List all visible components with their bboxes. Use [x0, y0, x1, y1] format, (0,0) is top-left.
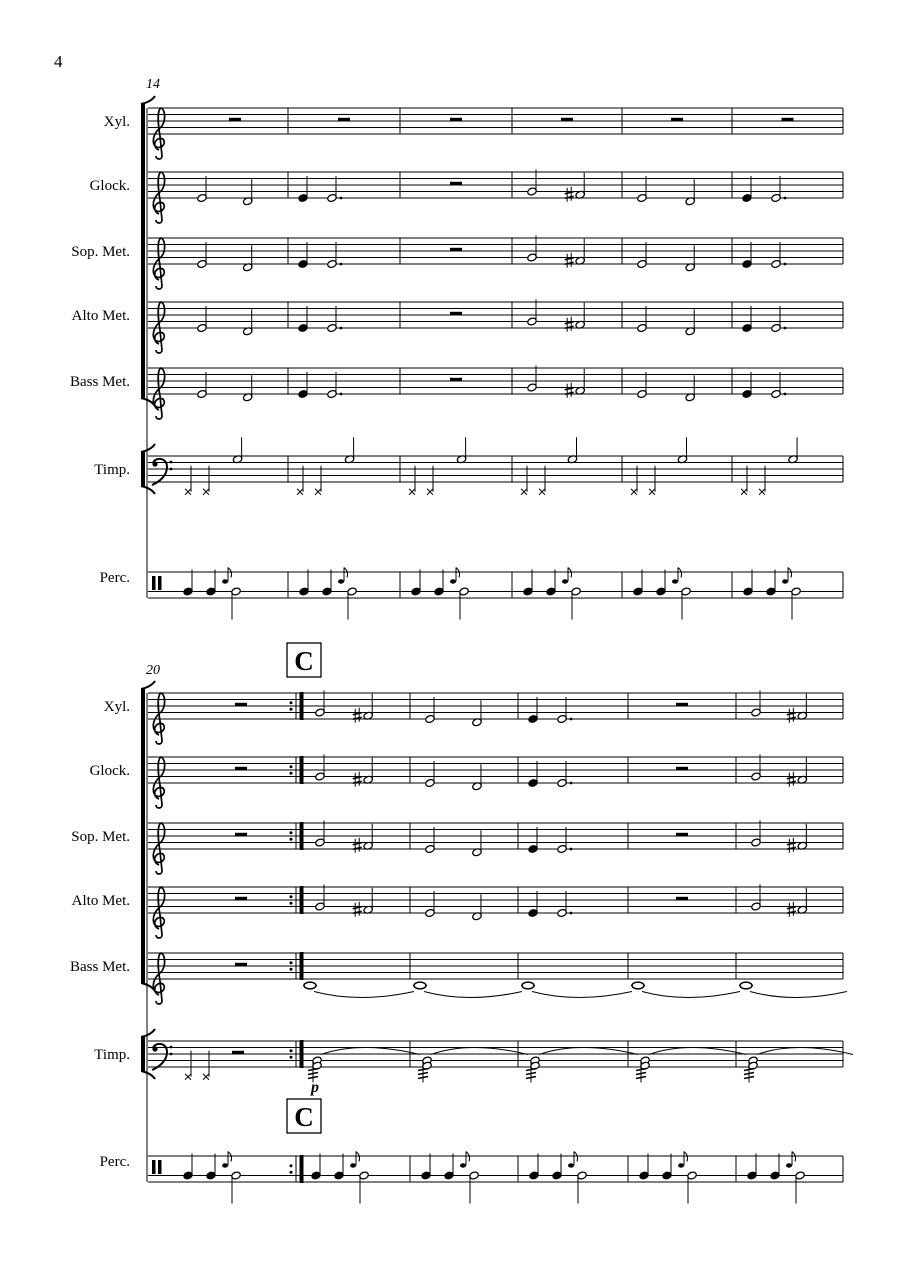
sharp-icon	[787, 902, 796, 917]
dot	[784, 197, 787, 200]
staff	[148, 757, 843, 783]
sharp-icon	[787, 708, 796, 723]
tremolo-stroke	[636, 1069, 646, 1071]
dot	[340, 197, 343, 200]
sharp-icon	[353, 772, 362, 787]
rest-icon	[671, 118, 683, 121]
whole-note	[522, 982, 534, 989]
dot	[570, 718, 573, 721]
whole-note	[414, 982, 426, 989]
tie	[321, 1048, 420, 1055]
treble-clef-icon	[153, 302, 164, 353]
treble-clef-icon	[153, 368, 164, 419]
grace-note	[350, 1163, 356, 1167]
x-notehead	[521, 489, 527, 495]
sharp-icon	[353, 838, 362, 853]
tie	[539, 1048, 638, 1055]
staff	[148, 302, 843, 328]
grace-note	[562, 579, 568, 583]
bass-clef-dot	[170, 461, 173, 464]
tremolo-stroke	[418, 1077, 428, 1079]
repeat-barline	[300, 886, 304, 914]
bass-clef-dot	[170, 1053, 173, 1056]
grace-flag	[466, 1152, 470, 1162]
treble-clef-icon	[153, 953, 164, 1004]
dot	[340, 393, 343, 396]
treble-clef-icon	[153, 108, 164, 159]
grace-note	[786, 1163, 792, 1167]
rest-icon	[235, 963, 247, 966]
dot	[570, 782, 573, 785]
dot	[340, 327, 343, 330]
rest-icon	[235, 767, 247, 770]
grace-note	[338, 579, 344, 583]
staff	[148, 823, 843, 849]
measure-number: 20	[146, 663, 160, 678]
bass-clef-dot	[170, 1046, 173, 1049]
system-bracket	[141, 1037, 145, 1071]
grace-flag	[456, 568, 460, 578]
tremolo-stroke	[418, 1069, 428, 1071]
bracket-hook	[141, 1071, 155, 1079]
grace-flag	[344, 568, 348, 578]
x-notehead	[315, 489, 321, 495]
bass-clef-dot	[152, 1046, 157, 1051]
instrument-label: Bass Met.	[70, 374, 130, 390]
repeat-dot	[290, 1056, 293, 1059]
instrument-label: Perc.	[99, 1154, 130, 1170]
grace-flag	[792, 1152, 796, 1162]
tie	[642, 992, 740, 998]
repeat-dot	[290, 1164, 293, 1167]
grace-flag	[788, 568, 792, 578]
x-notehead	[185, 1074, 191, 1080]
repeat-dot	[290, 1049, 293, 1052]
tie	[431, 1048, 528, 1055]
repeat-barline	[300, 692, 304, 720]
sharp-icon	[787, 838, 796, 853]
repeat-barline	[300, 756, 304, 784]
x-notehead	[203, 1074, 209, 1080]
rest-icon	[450, 248, 462, 251]
staff	[148, 368, 843, 394]
tremolo-stroke	[744, 1069, 754, 1071]
dot	[570, 912, 573, 915]
tie	[314, 992, 414, 998]
staff	[148, 238, 843, 264]
x-notehead	[203, 489, 209, 495]
x-notehead	[185, 489, 191, 495]
instrument-label: Alto Met.	[71, 308, 130, 324]
grace-flag	[678, 568, 682, 578]
instrument-label: Sop. Met.	[71, 244, 130, 260]
staff	[148, 887, 843, 913]
percussion-clef-icon	[158, 1160, 162, 1174]
dot	[784, 327, 787, 330]
grace-note	[678, 1163, 684, 1167]
instrument-label: Sop. Met.	[71, 829, 130, 845]
instrument-label: Bass Met.	[70, 959, 130, 975]
rest-icon	[450, 378, 462, 381]
x-notehead	[631, 489, 637, 495]
sharp-icon	[565, 253, 574, 268]
treble-clef-icon	[153, 887, 164, 938]
bracket-hook	[141, 444, 155, 452]
whole-note	[632, 982, 644, 989]
grace-flag	[356, 1152, 360, 1162]
staff	[148, 953, 843, 979]
bracket-hook	[141, 486, 155, 494]
bass-clef-dot	[170, 468, 173, 471]
repeat-dot	[290, 895, 293, 898]
rest-icon	[676, 767, 688, 770]
tie	[532, 992, 632, 998]
tremolo-stroke	[526, 1077, 536, 1079]
tremolo-stroke	[744, 1077, 754, 1079]
rest-icon	[229, 118, 241, 121]
instrument-label: Xyl.	[103, 699, 130, 715]
staff	[148, 456, 843, 482]
x-notehead	[759, 489, 765, 495]
tremolo-stroke	[308, 1073, 318, 1075]
grace-flag	[228, 1152, 232, 1162]
rest-icon	[450, 118, 462, 121]
repeat-barline	[300, 822, 304, 850]
bracket-hook	[141, 96, 155, 104]
grace-flag	[684, 1152, 688, 1162]
repeat-dot	[290, 961, 293, 964]
percussion-clef-icon	[158, 576, 162, 590]
repeat-dot	[290, 701, 293, 704]
tremolo-stroke	[636, 1073, 646, 1075]
rest-icon	[676, 833, 688, 836]
treble-clef-icon	[153, 823, 164, 874]
instrument-label: Xyl.	[103, 114, 130, 130]
dot	[340, 263, 343, 266]
x-notehead	[409, 489, 415, 495]
system-bracket	[141, 104, 145, 398]
repeat-dot	[290, 772, 293, 775]
grace-note	[450, 579, 456, 583]
x-notehead	[539, 489, 545, 495]
whole-note	[304, 982, 316, 989]
dynamic-marking: p	[311, 1079, 319, 1096]
system-bracket	[141, 689, 145, 983]
tremolo-stroke	[744, 1073, 754, 1075]
sharp-icon	[565, 383, 574, 398]
rest-icon	[338, 118, 350, 121]
staff	[148, 172, 843, 198]
x-notehead	[297, 489, 303, 495]
instrument-label: Alto Met.	[71, 893, 130, 909]
tie	[649, 1048, 746, 1055]
rest-icon	[450, 182, 462, 185]
x-notehead	[649, 489, 655, 495]
grace-note	[460, 1163, 466, 1167]
repeat-barline	[300, 952, 304, 980]
rest-icon	[676, 703, 688, 706]
instrument-label: Timp.	[94, 462, 130, 478]
whole-note	[740, 982, 752, 989]
instrument-label: Glock.	[89, 178, 130, 194]
staff	[148, 1041, 843, 1067]
grace-flag	[228, 568, 232, 578]
repeat-dot	[290, 708, 293, 711]
repeat-barline	[300, 1155, 304, 1183]
system-bracket	[141, 452, 145, 486]
rest-icon	[782, 118, 794, 121]
rest-icon	[235, 703, 247, 706]
dot	[784, 393, 787, 396]
rest-icon	[232, 1051, 244, 1054]
instrument-label: Perc.	[99, 570, 130, 586]
repeat-dot	[290, 1171, 293, 1174]
repeat-dot	[290, 831, 293, 834]
grace-note	[782, 579, 788, 583]
tremolo-stroke	[636, 1077, 646, 1079]
instrument-label: Timp.	[94, 1047, 130, 1063]
grace-flag	[568, 568, 572, 578]
tie	[424, 992, 522, 998]
sharp-icon	[565, 317, 574, 332]
repeat-dot	[290, 838, 293, 841]
x-notehead	[741, 489, 747, 495]
x-notehead	[427, 489, 433, 495]
tremolo-stroke	[418, 1073, 428, 1075]
treble-clef-icon	[153, 693, 164, 744]
repeat-dot	[290, 765, 293, 768]
sharp-icon	[787, 772, 796, 787]
grace-flag	[574, 1152, 578, 1162]
bracket-hook	[141, 681, 155, 689]
rehearsal-mark: C	[294, 1102, 314, 1132]
dot	[570, 848, 573, 851]
sharp-icon	[353, 708, 362, 723]
measure-number: 14	[146, 77, 160, 92]
percussion-clef-icon	[152, 576, 156, 590]
staff	[148, 693, 843, 719]
tremolo-stroke	[526, 1073, 536, 1075]
repeat-dot	[290, 902, 293, 905]
bracket-hook	[141, 1029, 155, 1037]
tremolo-stroke	[308, 1069, 318, 1071]
grace-note	[672, 579, 678, 583]
instrument-label: Glock.	[89, 763, 130, 779]
dot	[784, 263, 787, 266]
tremolo-stroke	[526, 1069, 536, 1071]
sharp-icon	[565, 187, 574, 202]
grace-note	[222, 579, 228, 583]
rest-icon	[561, 118, 573, 121]
grace-note	[568, 1163, 574, 1167]
tie	[757, 1048, 853, 1055]
percussion-clef-icon	[152, 1160, 156, 1174]
repeat-dot	[290, 968, 293, 971]
tie	[750, 992, 847, 998]
rest-icon	[235, 897, 247, 900]
page-number: 4	[54, 52, 63, 71]
staff	[148, 108, 843, 134]
repeat-barline	[300, 1040, 304, 1068]
rest-icon	[676, 897, 688, 900]
rest-icon	[235, 833, 247, 836]
grace-note	[222, 1163, 228, 1167]
rehearsal-mark: C	[294, 646, 314, 676]
treble-clef-icon	[153, 238, 164, 289]
rest-icon	[450, 312, 462, 315]
bass-clef-dot	[152, 461, 157, 466]
treble-clef-icon	[153, 172, 164, 223]
treble-clef-icon	[153, 757, 164, 808]
sharp-icon	[353, 902, 362, 917]
